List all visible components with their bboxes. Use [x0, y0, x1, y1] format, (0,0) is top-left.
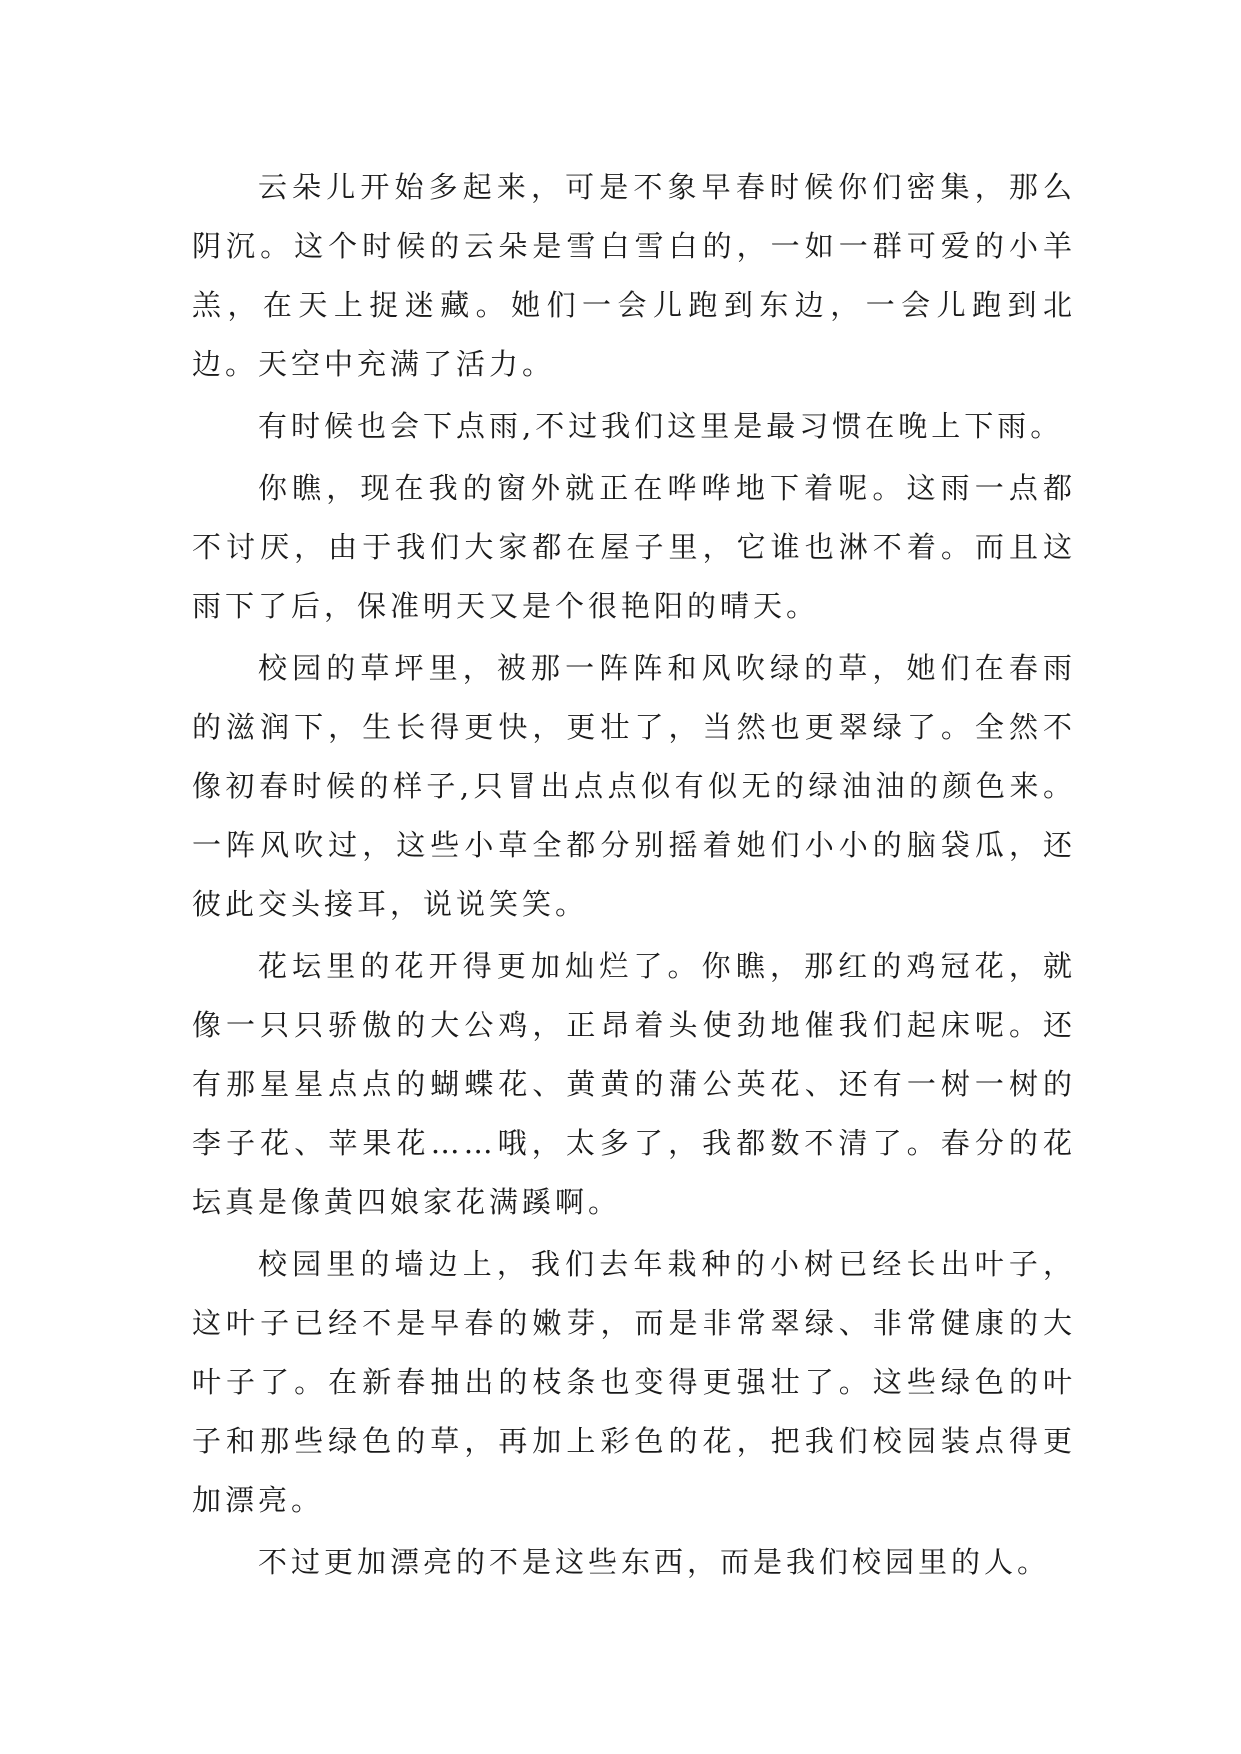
paragraph-people: 不过更加漂亮的不是这些东西，而是我们校园里的人。 [258, 1545, 1051, 1579]
paragraph-flower-bed: 花坛里的花开得更加灿烂了。你瞧，那红的鸡冠花，就像一只只骄傲的大公鸡，正昂着头使劲地催我们起床呢。还有那星星点点的蝴蝶花、黄黄的蒲公英花、还有一树一树的李子花、苹果花……哦，太多了，我都数不清了。春分的花坛真是像黄四娘家花满蹊啊。 [192, 949, 1076, 1219]
essay-body [192, 158, 1076, 1595]
paragraph-clouds: 云朵儿开始多起来，可是不象早春时候你们密集，那么阴沉。这个时候的云朵是雪白雪白的，一如一群可爱的小羊羔，在天上捉迷藏。她们一会儿跑到东边，一会儿跑到北边。天空中充满了活力。 [192, 170, 1076, 381]
paragraph-trees: 校园里的墙边上，我们去年栽种的小树已经长出叶子，这叶子已经不是早春的嫩芽，而是非常翠绿、非常健康的大叶子了。在新春抽出的枝条也变得更强壮了。这些绿色的叶子和那些绿色的草，再加上彩色的花，把我们校园装点得更加漂亮。 [192, 1247, 1076, 1517]
paragraph-rain-window: 你瞧，现在我的窗外就正在哗哗地下着呢。这雨一点都不讨厌，由于我们大家都在屋子里，它谁也淋不着。而且这雨下了后，保准明天又是个很艳阳的晴天。 [192, 471, 1076, 623]
paragraph-lawn: 校园的草坪里，被那一阵阵和风吹绿的草，她们在春雨的滋润下，生长得更快，更壮了，当然也更翠绿了。全然不像初春时候的样子,只冒出点点似有似无的绿油油的颜色来。一阵风吹过，这些小草全都分别摇着她们小小的脑袋瓜，还彼此交头接耳，说说笑笑。 [192, 651, 1076, 921]
paragraph-rain-night: 有时候也会下点雨,不过我们这里是最习惯在晚上下雨。 [258, 409, 1064, 443]
